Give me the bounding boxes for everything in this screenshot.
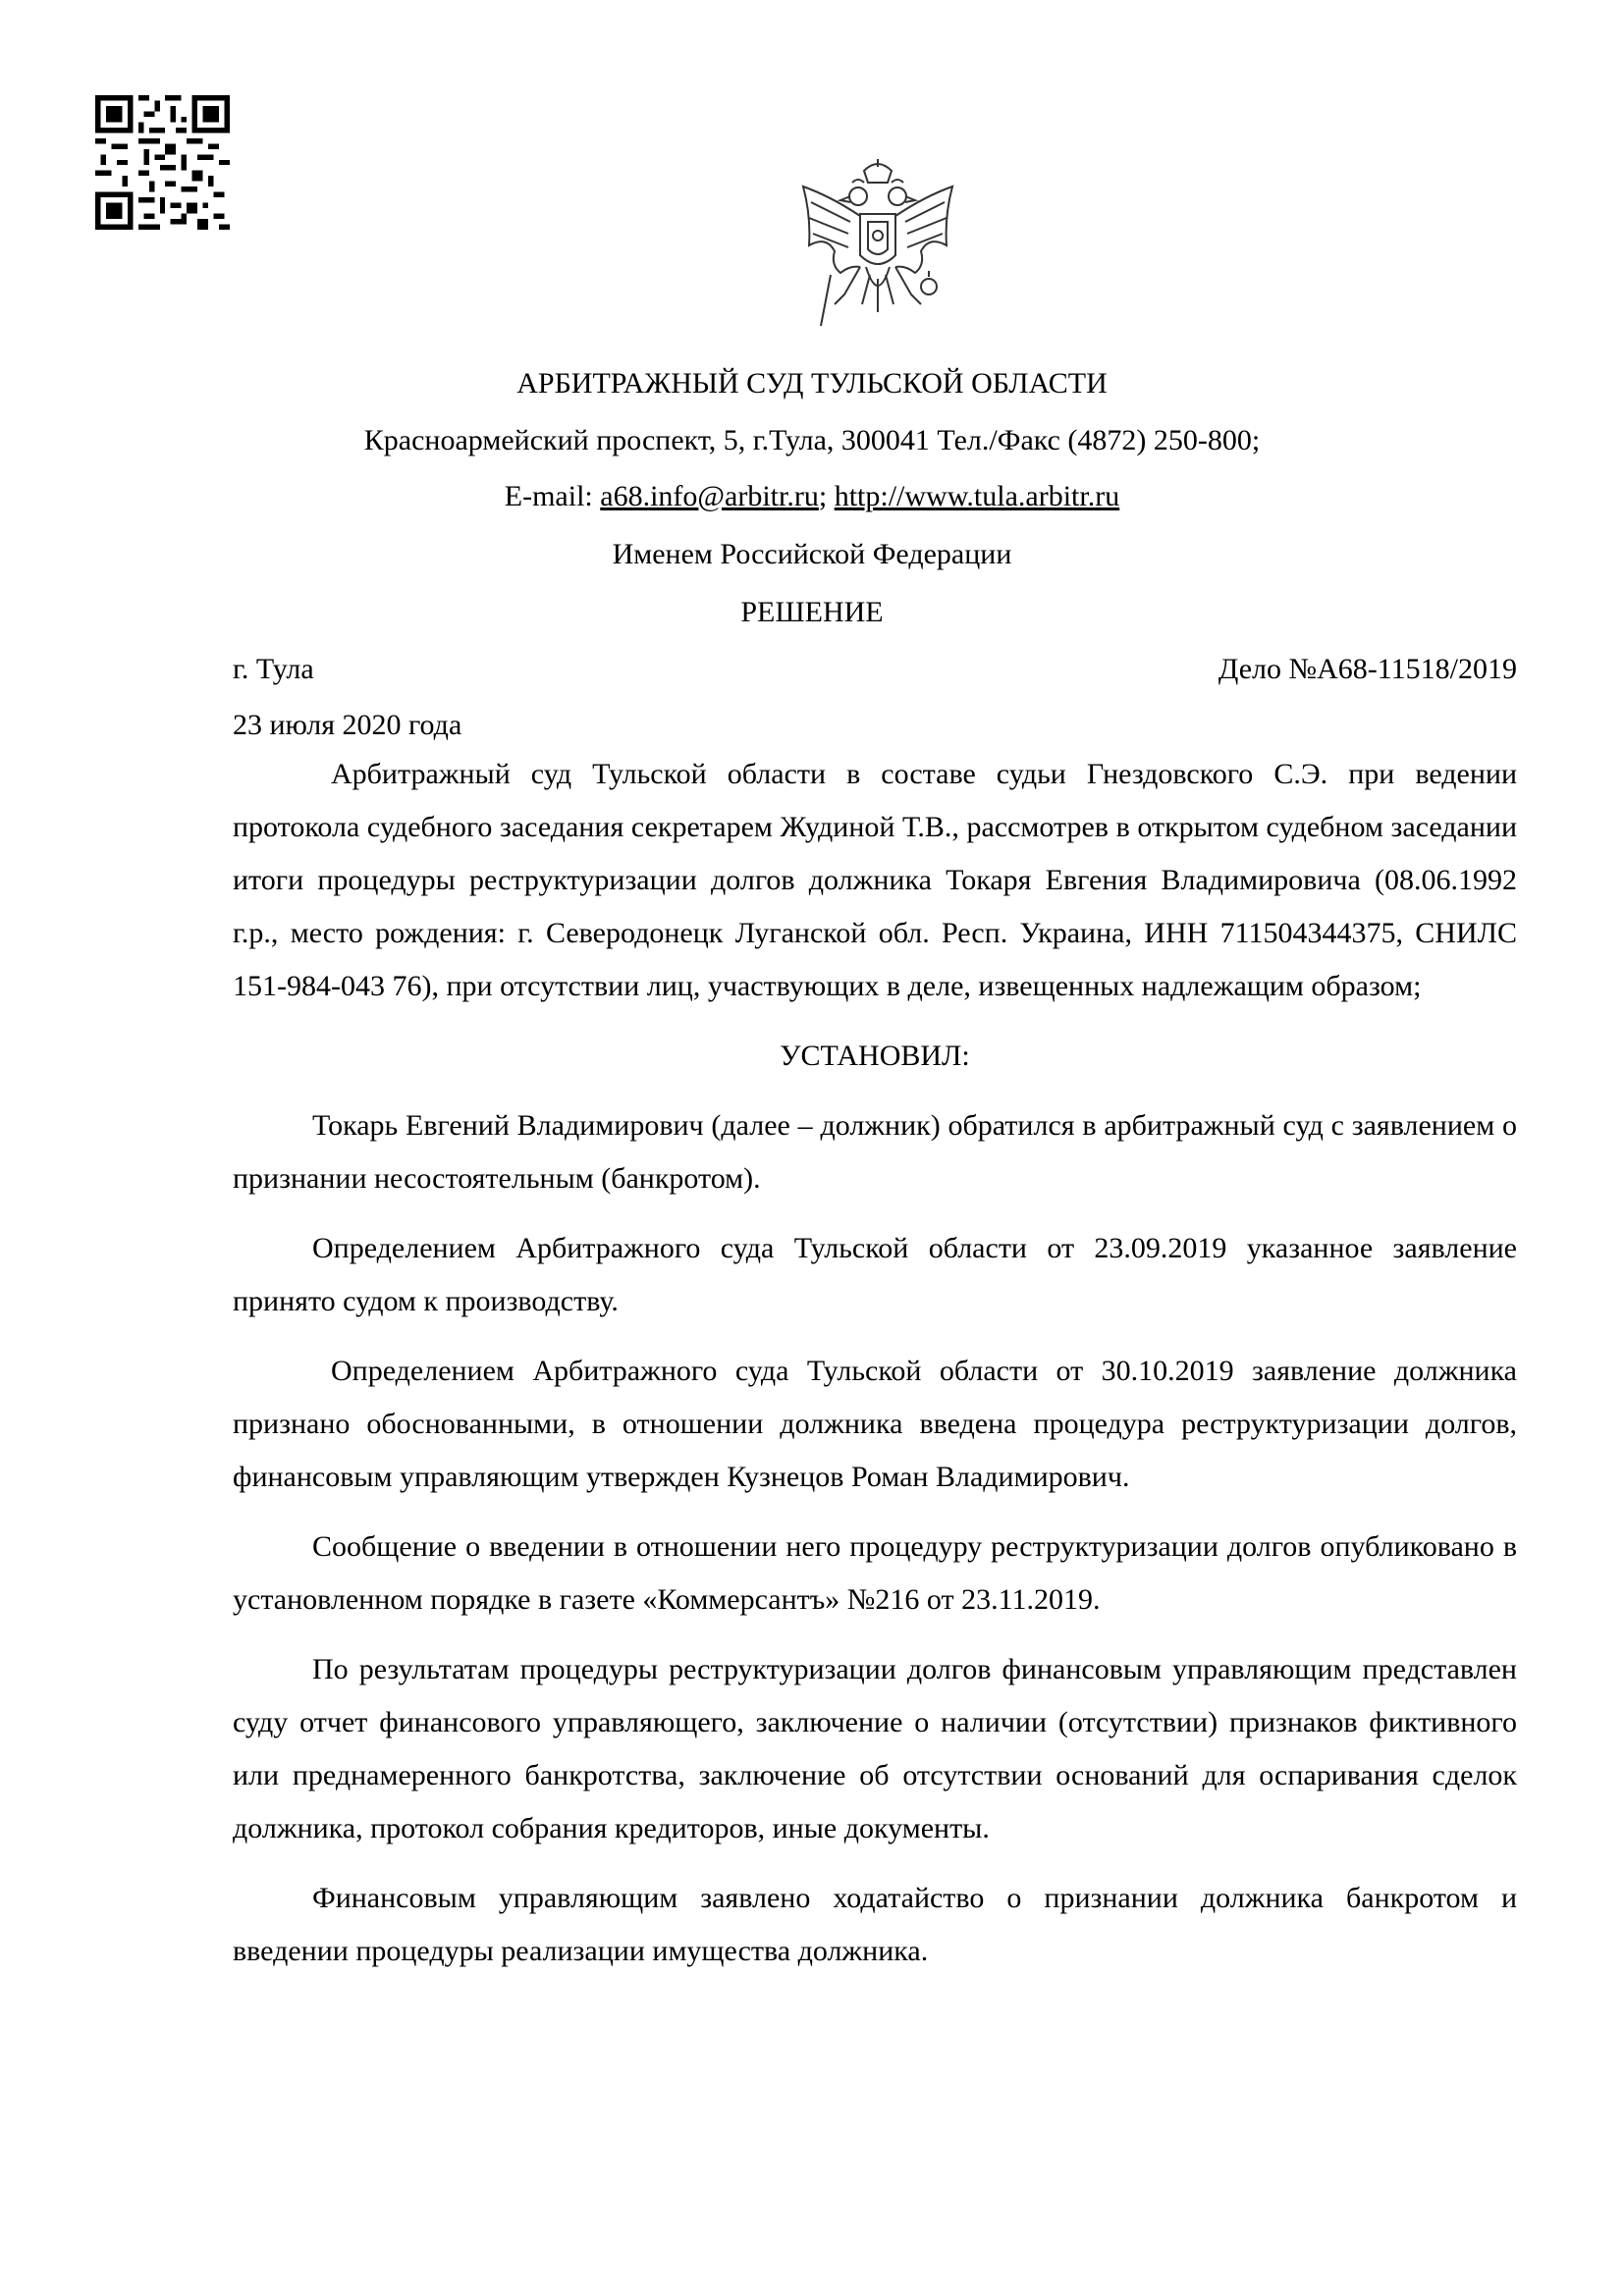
email-label: E-mail:: [504, 480, 593, 512]
body-paragraph: Определением Арбитражного суда Тульской области от 23.09.2019 указанное заявление принято судом к производству.: [233, 1232, 1517, 1317]
established-heading: УСТАНОВИЛ:: [780, 1040, 970, 1072]
body-paragraph: По результатам процедуры реструктуризации долгов финансовым управляющим представлен суду отчет финансового управляющего, заключение о наличии (отсутствии) признаков фиктивного или преднамеренного банкротства, заключение об отсутствии оснований для оспаривания сделок должника, протокол собрания кредиторов, иные документы.: [233, 1653, 1517, 1844]
court-contacts: [0, 482, 1624, 511]
qr-code-icon: [95, 95, 230, 230]
court-address: Красноармейский проспект, 5, г.Тула, 300041 Тел./Факс (4872) 250-800;: [363, 424, 1261, 456]
email-link[interactable]: a68.info@arbitr.ru: [600, 480, 819, 512]
decision-body: [233, 748, 1517, 1995]
body-paragraph: Сообщение о введении в отношении него процедуру реструктуризации долгов опубликовано в установленном порядке в газете «Коммерсантъ» №216 от 23.11.2019.: [233, 1530, 1517, 1616]
body-paragraph: Токарь Евгений Владимирович (далее – должник) обратился в арбитражный суд с заявлением о признании несостоятельным (банкротом).: [233, 1109, 1517, 1195]
city: г. Тула: [233, 653, 314, 685]
coat-of-arms-icon: [791, 157, 964, 334]
contact-separator: ;: [818, 480, 828, 512]
body-paragraph: Финансовым управляющим заявлено ходатайство о признании должника банкротом и введении процедуры реализации имущества должника.: [233, 1882, 1517, 1967]
in-the-name-line: Именем Российской Федерации: [612, 538, 1012, 570]
case-number: Дело №А68-11518/2019: [1218, 653, 1517, 685]
website-link[interactable]: http://www.tula.arbitr.ru: [834, 480, 1120, 512]
decision-date: 23 июля 2020 года: [233, 709, 462, 741]
body-paragraph: Определением Арбитражного суда Тульской области от 30.10.2019 заявление должника признано обоснованными, в отношении должника введена процедура реструктуризации долгов, финансовым управляющим утвержден Кузнецов Роман Владимирович.: [233, 1355, 1517, 1493]
document-title: РЕШЕНИЕ: [740, 596, 884, 628]
intro-paragraph: Арбитражный суд Тульской области в составе судьи Гнездовского С.Э. при ведении протокола судебного заседания секретарем Жудиной Т.В., рассмотрев в открытом судебном заседании итоги процедуры реструктуризации долгов должника Токаря Евгения Владимировича (08.06.1992 г.р., место рождения: г. Северодонецк Луганской обл. Респ. Украина, ИНН 711504344375, СНИЛС 151-984-043 76), при отсутствии лиц, участвующих в деле, извещенных надлежащим образом;: [233, 758, 1517, 1002]
court-name: АРБИТРАЖНЫЙ СУД ТУЛЬСКОЙ ОБЛАСТИ: [516, 367, 1108, 400]
